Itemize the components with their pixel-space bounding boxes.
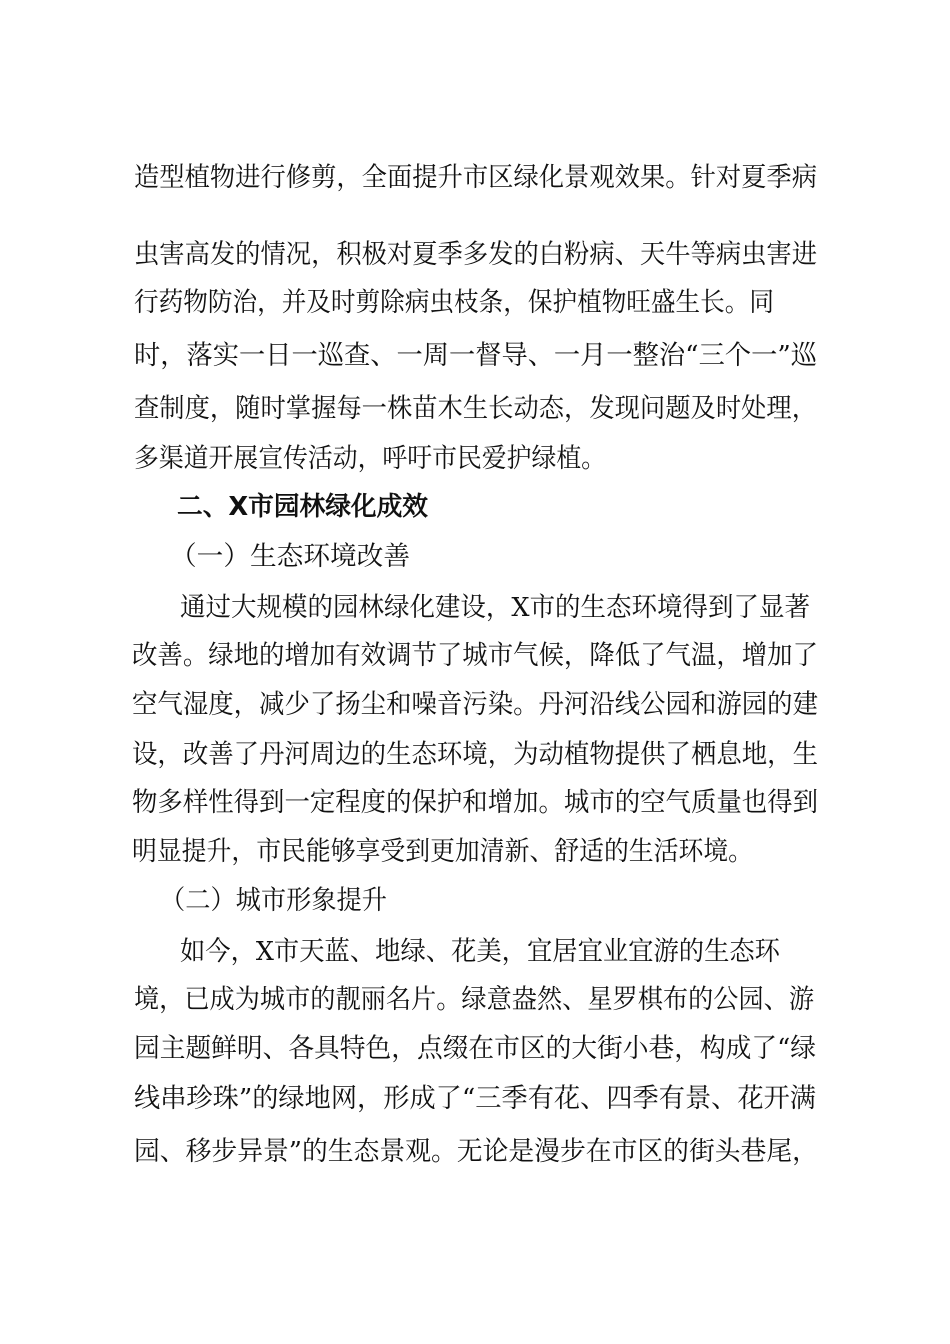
body-text-line	[0, 1132, 950, 1172]
body-text-line	[0, 1029, 950, 1069]
text-run: 明显提升，市民能够享受到更加清新、舒适的生活环境。	[132, 836, 753, 867]
body-text-line	[0, 158, 950, 198]
body-text-line	[0, 235, 950, 275]
section-heading-text: 二、X市园林绿化成效	[177, 492, 428, 522]
text-run: 虫害高发的情况，积极对夏季多发的白粉病、天牛等病虫害进	[134, 239, 817, 270]
text-run: 改善。绿地的增加有效调节了城市气候，降低了气温，增加了	[132, 640, 818, 671]
text-run: 造型植物进行修剪，全面提升市区绿化景观效果。针对夏季病	[134, 162, 817, 193]
subsection-heading	[0, 537, 950, 577]
body-text-line	[0, 389, 950, 429]
body-text-line	[0, 336, 950, 376]
body-text-line	[0, 588, 950, 628]
text-run: 多渠道开展宣传活动，呼吁市民爱护绿植。	[134, 443, 606, 474]
text-run: 查制度，随时掌握每一株苗木生长动态，发现问题及时处理，	[134, 393, 817, 424]
body-text-line	[0, 636, 950, 676]
text-run: 园、移步异景”的生态景观。无论是漫步在市区的街头巷尾，	[134, 1136, 818, 1167]
body-text-line	[0, 980, 950, 1020]
subsection-heading-text: （二）城市形象提升	[160, 885, 387, 916]
subsection-heading	[0, 881, 950, 921]
text-run: 设，改善了丹河周边的生态环境，为动植物提供了栖息地，生	[132, 739, 818, 770]
body-text-line	[0, 932, 950, 972]
section-heading	[0, 487, 950, 527]
text-run: 行药物防治，并及时剪除病虫枝条，保护植物旺盛生长。同	[134, 287, 774, 318]
body-text-line	[0, 1079, 950, 1119]
subsection-heading-text: （一）生态环境改善	[170, 541, 410, 572]
text-run: 境，已成为城市的靓丽名片。绿意盎然、星罗棋布的公园、游	[134, 984, 814, 1015]
text-run: 空气湿度，减少了扬尘和噪音污染。丹河沿线公园和游园的建	[132, 689, 818, 720]
body-text-line	[0, 735, 950, 775]
body-text-line	[0, 783, 950, 823]
body-text-line	[0, 439, 950, 479]
text-run: 如今，X市天蓝、地绿、花美，宜居宜业宜游的生态环	[180, 936, 780, 967]
text-run: 时，落实一日一巡查、一周一督导、一月一整治“三个一”巡	[134, 340, 817, 371]
text-run: 线串珍珠”的绿地网，形成了“三季有花、四季有景、花开满	[134, 1083, 816, 1114]
body-text-line	[0, 832, 950, 872]
text-run: 通过大规模的园林绿化建设，X市的生态环境得到了显著	[180, 592, 810, 623]
body-text-line	[0, 685, 950, 725]
text-run: 园主题鲜明、各具特色，点缀在市区的大街小巷，构成了“绿	[134, 1033, 816, 1064]
body-text-line	[0, 283, 950, 323]
text-run: 物多样性得到一定程度的保护和增加。城市的空气质量也得到	[132, 787, 818, 818]
